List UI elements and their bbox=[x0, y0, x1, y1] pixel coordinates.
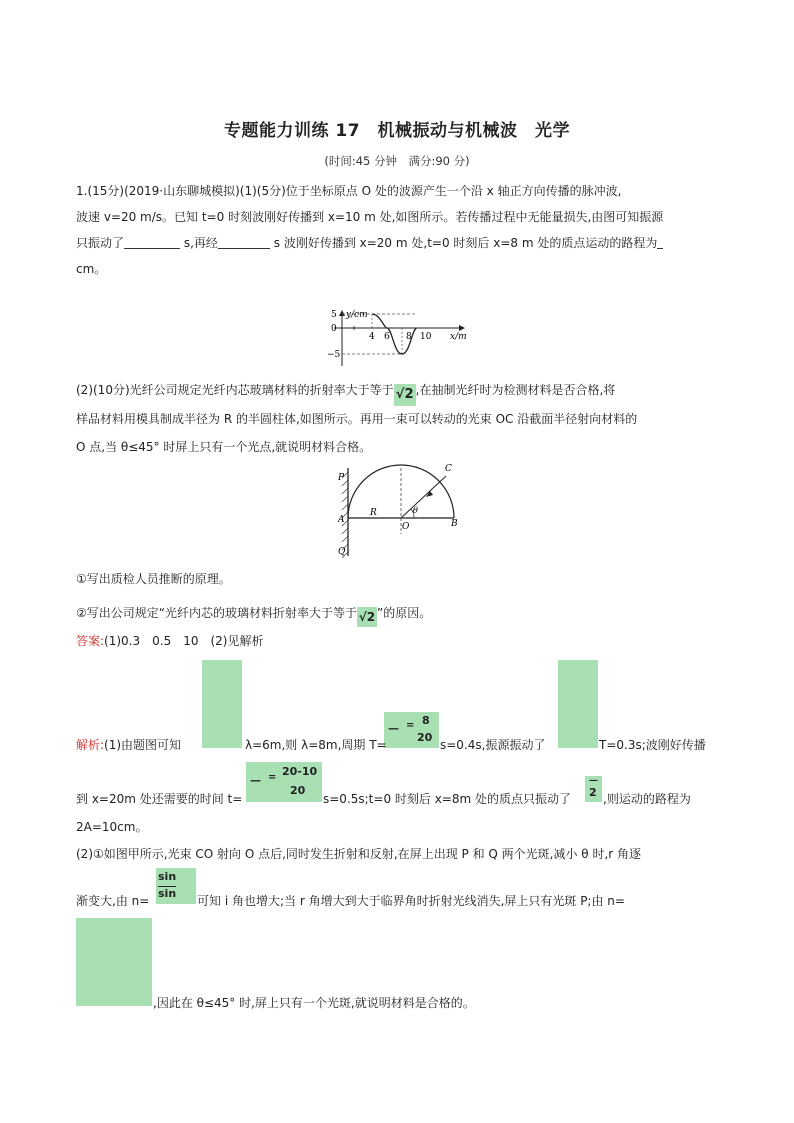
q1-line3-part-a: 只振动了 bbox=[76, 236, 125, 250]
analysis-line2-c: ,则运动的路程为 bbox=[603, 792, 691, 806]
sub-question-2-part-b: ”的原因。 bbox=[376, 606, 432, 620]
q1-line3 bbox=[76, 234, 663, 252]
sqrt2-formula-2: √2 bbox=[357, 607, 377, 627]
fraction-snell bbox=[156, 868, 196, 904]
formula-image-1 bbox=[202, 660, 242, 748]
analysis-line2-b: s=0.5s;t=0 时刻后 x=8m 处的质点只振动了 bbox=[323, 792, 572, 806]
answer-blank-2[interactable] bbox=[218, 236, 270, 249]
wave-ytick-neg5: −5 bbox=[327, 350, 341, 360]
formula-image-3 bbox=[76, 918, 152, 1006]
answer-label: 答案: bbox=[76, 634, 105, 648]
answer-line bbox=[76, 632, 263, 650]
wave-xtick-6: 6 bbox=[384, 332, 390, 342]
label-c: C bbox=[445, 464, 452, 474]
label-theta: θ bbox=[413, 506, 418, 515]
page-title: 专题能力训练 17 机械振动与机械波 光学 bbox=[223, 121, 571, 141]
sub-question-2 bbox=[76, 604, 431, 627]
semicircle-diagram bbox=[334, 462, 464, 560]
label-p: P bbox=[338, 473, 345, 483]
fraction-period-top: 8 bbox=[422, 714, 430, 727]
analysis-line1-a: (1)由题图可知 bbox=[104, 738, 182, 752]
label-o: O bbox=[402, 522, 410, 532]
fraction-period: — = 8 20 bbox=[384, 712, 439, 748]
q1-line4: cm。 bbox=[76, 262, 107, 276]
sqrt2-formula: √2 bbox=[394, 384, 416, 406]
formula-image-2 bbox=[558, 660, 598, 748]
q1-line1: 1.(15分)(2019·山东聊城模拟)(1)(5分)位于坐标原点 O 处的波源产生一个沿 x 轴正方向传播的脉冲波, bbox=[76, 184, 622, 198]
label-a: A bbox=[338, 515, 345, 525]
q2-line1-part-b: ,在抽制光纤时为检测材料是否合格,将 bbox=[415, 383, 616, 397]
q1-line3-part-c: s 波刚好传播到 x=20 m 处,t=0 时刻后 x=8 m 处的质点运动的路程为 bbox=[273, 236, 658, 250]
wave-xlabel: x/m bbox=[450, 332, 467, 342]
q2-line2: 样品材料用模具制成半径为 R 的半圆柱体,如图所示。再用一束可以转动的光束 OC 沿截面半径射向材料的 bbox=[76, 412, 638, 426]
analysis-line5-b: 可知 i 角也增大;当 r 角增大到大于临界角时折射光线消失,屏上只有光斑 P;由 n= bbox=[197, 894, 625, 908]
fraction-time-bottom: 20 bbox=[290, 784, 306, 797]
wave-ytick-5: 5 bbox=[331, 310, 337, 320]
q1-line2: 波速 v=20 m/s。已知 t=0 时刻波刚好传播到 x=10 m 处,如图所示。若传播过程中无能量损失,由图可知振源 bbox=[76, 210, 664, 224]
analysis-line3: 2A=10cm。 bbox=[76, 820, 148, 834]
analysis-line1-d: T=0.3s;波刚好传播 bbox=[599, 738, 706, 752]
answer-blank-3[interactable] bbox=[657, 236, 663, 249]
q1-line3-part-b: s,再经 bbox=[183, 236, 218, 250]
fraction-snell-top: sin bbox=[158, 870, 177, 883]
sub-question-2-part-a: ②写出公司规定“光纤内芯的玻璃材料折射率大于等于 bbox=[76, 606, 357, 620]
answer-text: (1)0.3 0.5 10 (2)见解析 bbox=[104, 634, 264, 648]
label-b: B bbox=[451, 519, 458, 529]
page-subtitle: (时间:45 分钟 满分:90 分) bbox=[324, 154, 470, 168]
analysis-line1-b: λ=6m,则 λ=8m,周期 T= bbox=[245, 738, 387, 752]
analysis-line5-a: 渐变大,由 n= bbox=[76, 894, 150, 908]
wave-graph-clean bbox=[322, 308, 472, 368]
q2-line3: O 点,当 θ≤45° 时屏上只有一个光点,就说明材料合格。 bbox=[76, 440, 372, 454]
analysis-label: 解析: bbox=[76, 738, 105, 752]
label-q: Q bbox=[338, 547, 346, 557]
wave-xtick-8: 8 bbox=[406, 332, 412, 342]
analysis-line4: (2)①如图甲所示,光束 CO 射向 O 点后,同时发生折射和反射,在屏上出现 P 和 Q 两个光斑,减小 θ 时,r 角逐 bbox=[76, 847, 642, 861]
fraction-time: — = 20-10 20 bbox=[246, 762, 322, 802]
q2-line1 bbox=[76, 381, 615, 406]
analysis-line1-c: s=0.4s,振源振动了 bbox=[440, 738, 546, 752]
fraction-period-bar: — bbox=[388, 722, 399, 735]
analysis-line2-a: 到 x=20m 处还需要的时间 t= bbox=[76, 792, 243, 806]
beam-oc bbox=[401, 476, 446, 518]
fraction-quarter: — 2 bbox=[585, 776, 602, 802]
wave-xtick-4: 4 bbox=[369, 332, 375, 342]
label-r: R bbox=[370, 508, 377, 518]
q2-line1-part-a: (2)(10分)光纤公司规定光纤内芯玻璃材料的折射率大于等于 bbox=[76, 383, 394, 397]
fraction-time-top: 20-10 bbox=[282, 765, 318, 778]
wave-ylabel: y/cm bbox=[346, 310, 368, 320]
wave-ytick-0: 0 bbox=[331, 324, 337, 334]
analysis-line1 bbox=[76, 736, 181, 754]
fraction-period-bottom: 20 bbox=[417, 731, 433, 744]
analysis-line6: ,因此在 θ≤45° 时,屏上只有一个光斑,就说明材料是合格的。 bbox=[153, 996, 475, 1010]
fraction-quarter-bottom: 2 bbox=[589, 786, 597, 799]
wave-xtick-10: 10 bbox=[420, 332, 432, 342]
sub-question-1: ①写出质检人员推断的原理。 bbox=[76, 572, 231, 586]
answer-blank-1[interactable] bbox=[124, 236, 180, 249]
fraction-snell-bottom: sin bbox=[158, 887, 177, 900]
